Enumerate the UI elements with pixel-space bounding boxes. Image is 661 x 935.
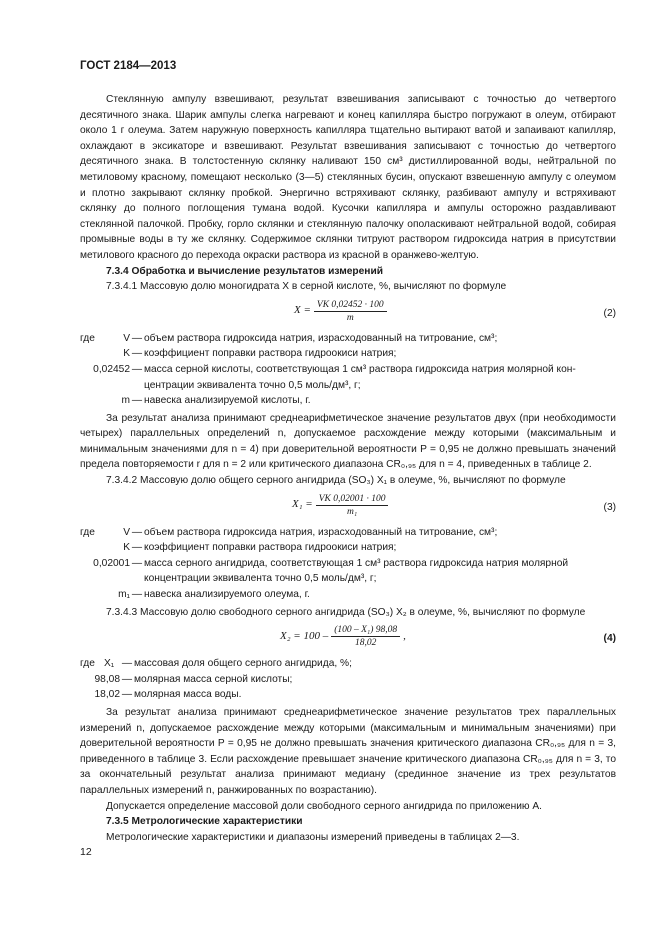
formula-4-tail: ,: [403, 629, 406, 642]
definitions-formula-3: где V — объем раствора гидроксида натрия, израсходованный на титрование, см³; K — коэффициент поправки раствора гидроокиси натрия; 0,02001 — масса серного ангидрида, соответствующая 1 см³ раствора гидроксида натрия молярной концентрации эквивалента точно 0,5 моль/дм³, г; m₁ — навеска анализируемого олеума, г.: [80, 525, 616, 603]
formula-4-lhs: X₂ = 100 –: [280, 629, 329, 642]
def-symbol: 0,02452: [93, 363, 130, 375]
formula-2-number: (2): [603, 307, 616, 319]
def-text: масса серной кислоты, соответствующая 1 см³ раствора гидроксида натрия молярной кон-: [144, 363, 576, 375]
formula-4: [80, 620, 616, 654]
paragraph-metrology: Метрологические характеристики и диапазоны измерений приведены в таблицах 2—3.: [106, 831, 520, 843]
def-text: масса серного ангидрида, соответствующая 1 см³ раствора гидроксида натрия молярной: [144, 557, 569, 569]
def-symbol: m₁: [118, 589, 130, 601]
formula-3-fraction: [316, 493, 389, 518]
formula-2-fraction: [314, 299, 387, 324]
defs-lead: где: [80, 658, 95, 670]
def-symbol: V: [123, 526, 130, 538]
def-symbol: K: [123, 348, 130, 360]
document-body: [80, 92, 616, 845]
def-symbol: 18,02: [94, 689, 120, 701]
defs-lead: где: [80, 526, 95, 538]
page-number: 12: [80, 846, 92, 858]
def-text: массовая доля общего серного ангидрида, %;: [134, 658, 352, 670]
formula-2: [80, 295, 616, 329]
def-symbol: V: [123, 332, 130, 344]
formula-3-numerator: VK 0,02001 · 100: [316, 493, 389, 506]
def-text: навеска анализируемого олеума, г.: [144, 589, 310, 601]
def-symbol: m: [121, 395, 130, 407]
paragraph-procedure: Стеклянную ампулу взвешивают, результат взвешивания записывают с точностью до четвертого десятичного знака. Шарик ампулы слегка нагревают и конец капилляра быстро погружают в олеум, отбирают около 1 г олеума. Затем наружную поверхность капилляра тщательно вытирают ватой и запаивают капилляр, охлаждают в эксикаторе и взвешивают. Результат взвешивания записывают с точностью до четвертого десятичного знака. В толстостенную склянку наливают 150 см³ дистиллированной воды, нейтральной по метиловому красному, помещают несколько (3—5) стеклянных бусин, опускают взвешенную ампулу с олеумом и плотно закрывают склянку пробкой. Энергично встряхивают склянку, разбивают ампулу и встряхивают склянку до полного поглощения тумана водой. Кусочки капилляра и ампулы осторожно раздавливают стеклянной палочкой. Пробку, горло склянки и стеклянную палочку ополаскивают нейтральной водой, собирая промывные воды в ту же склянку. Содержимое склянки титруют раствором гидроксида натрия в присутствии метилового красного до перехода окраски раствора из красной в оранжево-желтую.: [80, 94, 616, 261]
formula-3-denominator: m₁: [347, 506, 358, 517]
formula-2-lhs: X =: [294, 304, 311, 317]
def-text: молярная масса серной кислоты;: [134, 673, 293, 685]
def-symbol: K: [123, 542, 130, 554]
def-symbol: 98,08: [94, 673, 120, 685]
formula-4-denominator: 18,02: [355, 638, 377, 649]
def-text: объем раствора гидроксида натрия, израсходованный на титрование, см³;: [144, 526, 498, 538]
formula-2-numerator: VK 0,02452 · 100: [314, 299, 387, 312]
formula-3-number: (3): [603, 501, 616, 513]
paragraph-free-so3: Допускается определение массовой доли свободного серного ангидрида по приложению А.: [106, 800, 542, 812]
clause-7-3-4-1: 7.3.4.1 Массовую долю моногидрата X в серной кислоте, %, вычисляют по формуле: [106, 281, 507, 293]
def-text-continued: центрации эквивалента точно 0,5 моль/дм³, г;: [144, 379, 361, 391]
section-title-7-3-4: 7.3.4 Обработка и вычисление результатов измерений: [106, 265, 383, 277]
defs-lead: где: [80, 332, 95, 344]
def-symbol: 0,02001: [93, 557, 130, 569]
formula-3: [80, 489, 616, 523]
def-text: молярная масса воды.: [134, 689, 242, 701]
definitions-formula-4: где X₁ — массовая доля общего серного ангидрида, %; 98,08 — молярная масса серной кислоты; 18,02 — молярная масса воды.: [80, 656, 616, 703]
def-text: коэффициент поправки раствора гидроокиси натрия;: [144, 348, 397, 360]
def-symbol: X₁: [104, 658, 115, 670]
paragraph-result-2: За результат анализа принимают среднеарифметическое значение результатов трех параллельных измерений n, допускаемое расхождение между которыми (максимальным и минимальным значениями) при доверительной вероятности P = 0,95 не должно превышать значения критического диапазона CR₀,₉₅ для n = 3, приведенного в таблице 3. Если расхождение превышает значение критического диапазона CR₀,₉₅ для n = 3, то за окончательный результат анализа принимают медиану (срединное значение из трех результатов параллельных измерений n, ранжированных по возрастанию).: [80, 707, 616, 796]
def-text-continued: концентрации эквивалента точно 0,5 моль/дм³, г;: [144, 573, 377, 585]
paragraph-result-1: За результат анализа принимают среднеарифметическое значение результатов двух (при необходимости четырех) параллельных определений n, допускаемое расхождение между которыми (максимальным и минимальным значениями для n = 4) при доверительной вероятности P = 0,95 не должно превышать значений предела повторяемости r для n = 2 или критического диапазона CR₀,₉₅ для n = 4, приведенных в таблице 2.: [80, 412, 616, 471]
document-header: ГОСТ 2184—2013: [80, 60, 177, 72]
def-text: навеска анализируемой кислоты, г.: [144, 395, 311, 407]
clause-7-3-4-3: 7.3.4.3 Массовую долю свободного серного ангидрида (SO₃) X₂ в олеуме, %, вычисляют по формуле: [106, 606, 586, 618]
formula-4-numerator: (100 – X₁) 98,08: [331, 624, 400, 637]
def-text: коэффициент поправки раствора гидроокиси натрия;: [144, 542, 397, 554]
definitions-formula-2: где V — объем раствора гидроксида натрия, израсходованный на титрование, см³; K — коэффициент поправки раствора гидроокиси натрия; 0,02452 — масса серной кислоты, соответствующая 1 см³ раствора гидроксида натрия молярной кон- центрации эквивалента точно 0,5 моль/дм³, г; m — навеска анализируемой кислоты, г.: [80, 331, 616, 409]
def-text: объем раствора гидроксида натрия, израсходованный на титрование, см³;: [144, 332, 498, 344]
formula-4-number: (4): [603, 633, 616, 645]
clause-7-3-4-2: 7.3.4.2 Массовую долю общего серного ангидрида (SO₃) X₁ в олеуме, %, вычисляют по формуле: [106, 475, 566, 487]
formula-3-lhs: X₁ =: [292, 498, 313, 511]
formula-2-denominator: m: [346, 312, 354, 323]
formula-4-fraction: [331, 624, 400, 649]
section-title-7-3-5: 7.3.5 Метрологические характеристики: [106, 816, 303, 828]
